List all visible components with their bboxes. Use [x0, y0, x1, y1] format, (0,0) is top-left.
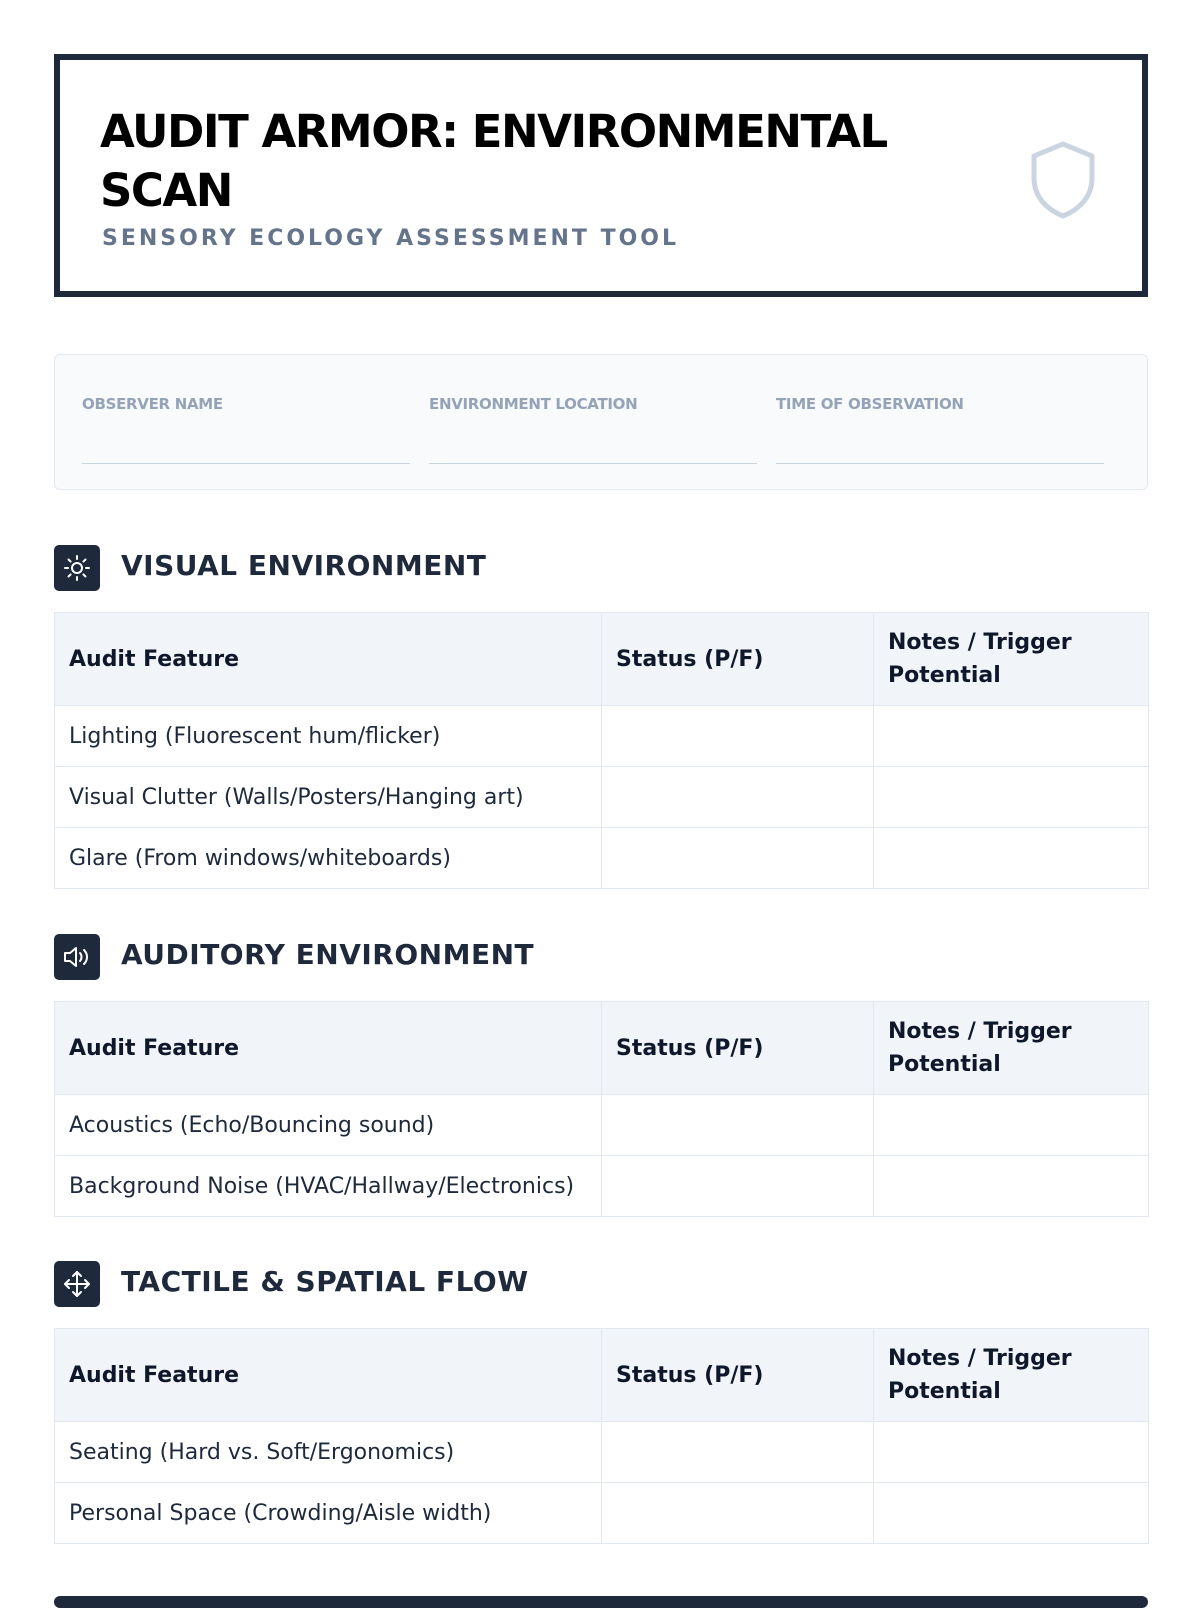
status-cell[interactable] [602, 767, 874, 828]
feature-cell: Acoustics (Echo/Bouncing sound) [55, 1095, 602, 1156]
header-card [54, 54, 1148, 297]
status-cell[interactable] [602, 1156, 874, 1217]
observer-name-line [82, 463, 410, 464]
time-of-observation-line [776, 463, 1104, 464]
col-header-feature: Audit Feature [55, 613, 602, 706]
table-row [55, 1483, 1149, 1544]
page-subtitle: SENSORY ECOLOGY ASSESSMENT TOOL [102, 226, 680, 251]
col-header-feature: Audit Feature [55, 1002, 602, 1095]
notes-cell[interactable] [874, 706, 1149, 767]
feature-cell: Glare (From windows/whiteboards) [55, 828, 602, 889]
col-header-status: Status (P/F) [602, 613, 874, 706]
sun-icon [54, 545, 100, 591]
section-title: TACTILE & SPATIAL FLOW [121, 1265, 529, 1298]
col-header-feature: Audit Feature [55, 1329, 602, 1422]
status-cell[interactable] [602, 828, 874, 889]
tactile-audit-table [54, 1328, 1149, 1544]
time-of-observation-field[interactable] [776, 395, 1104, 413]
col-header-status: Status (P/F) [602, 1002, 874, 1095]
status-cell[interactable] [602, 1422, 874, 1483]
observer-name-field[interactable] [82, 395, 410, 413]
feature-cell: Personal Space (Crowding/Aisle width) [55, 1483, 602, 1544]
speaker-icon [54, 934, 100, 980]
table-row [55, 1422, 1149, 1483]
notes-cell[interactable] [874, 1483, 1149, 1544]
col-header-notes: Notes / Trigger Potential [874, 613, 1149, 706]
feature-cell: Background Noise (HVAC/Hallway/Electronics) [55, 1156, 602, 1217]
notes-cell[interactable] [874, 767, 1149, 828]
shield-icon [1028, 140, 1098, 220]
notes-cell[interactable] [874, 1095, 1149, 1156]
feature-cell: Visual Clutter (Walls/Posters/Hanging art) [55, 767, 602, 828]
time-of-observation-label: TIME OF OBSERVATION [776, 395, 964, 413]
col-header-notes: Notes / Trigger Potential [874, 1002, 1149, 1095]
table-row [55, 828, 1149, 889]
section-title: VISUAL ENVIRONMENT [121, 549, 487, 582]
notes-cell[interactable] [874, 828, 1149, 889]
col-header-notes: Notes / Trigger Potential [874, 1329, 1149, 1422]
environment-location-field[interactable] [429, 395, 757, 413]
status-cell[interactable] [602, 1483, 874, 1544]
page-title: AUDIT ARMOR: ENVIRONMENTAL SCAN [100, 105, 887, 217]
table-header-row [55, 613, 1149, 706]
status-cell[interactable] [602, 706, 874, 767]
table-row [55, 1156, 1149, 1217]
move-arrows-icon [54, 1261, 100, 1307]
col-header-status: Status (P/F) [602, 1329, 874, 1422]
footer-divider [54, 1596, 1148, 1608]
notes-cell[interactable] [874, 1422, 1149, 1483]
feature-cell: Lighting (Fluorescent hum/flicker) [55, 706, 602, 767]
observer-name-label: OBSERVER NAME [82, 395, 223, 413]
table-header-row [55, 1329, 1149, 1422]
feature-cell: Seating (Hard vs. Soft/Ergonomics) [55, 1422, 602, 1483]
environment-location-line [429, 463, 757, 464]
visual-audit-table [54, 612, 1149, 889]
auditory-audit-table [54, 1001, 1149, 1217]
environment-location-label: ENVIRONMENT LOCATION [429, 395, 638, 413]
table-row [55, 706, 1149, 767]
table-row [55, 1095, 1149, 1156]
section-title: AUDITORY ENVIRONMENT [121, 938, 535, 971]
table-header-row [55, 1002, 1149, 1095]
notes-cell[interactable] [874, 1156, 1149, 1217]
status-cell[interactable] [602, 1095, 874, 1156]
observation-info-panel [54, 354, 1148, 490]
table-row [55, 767, 1149, 828]
